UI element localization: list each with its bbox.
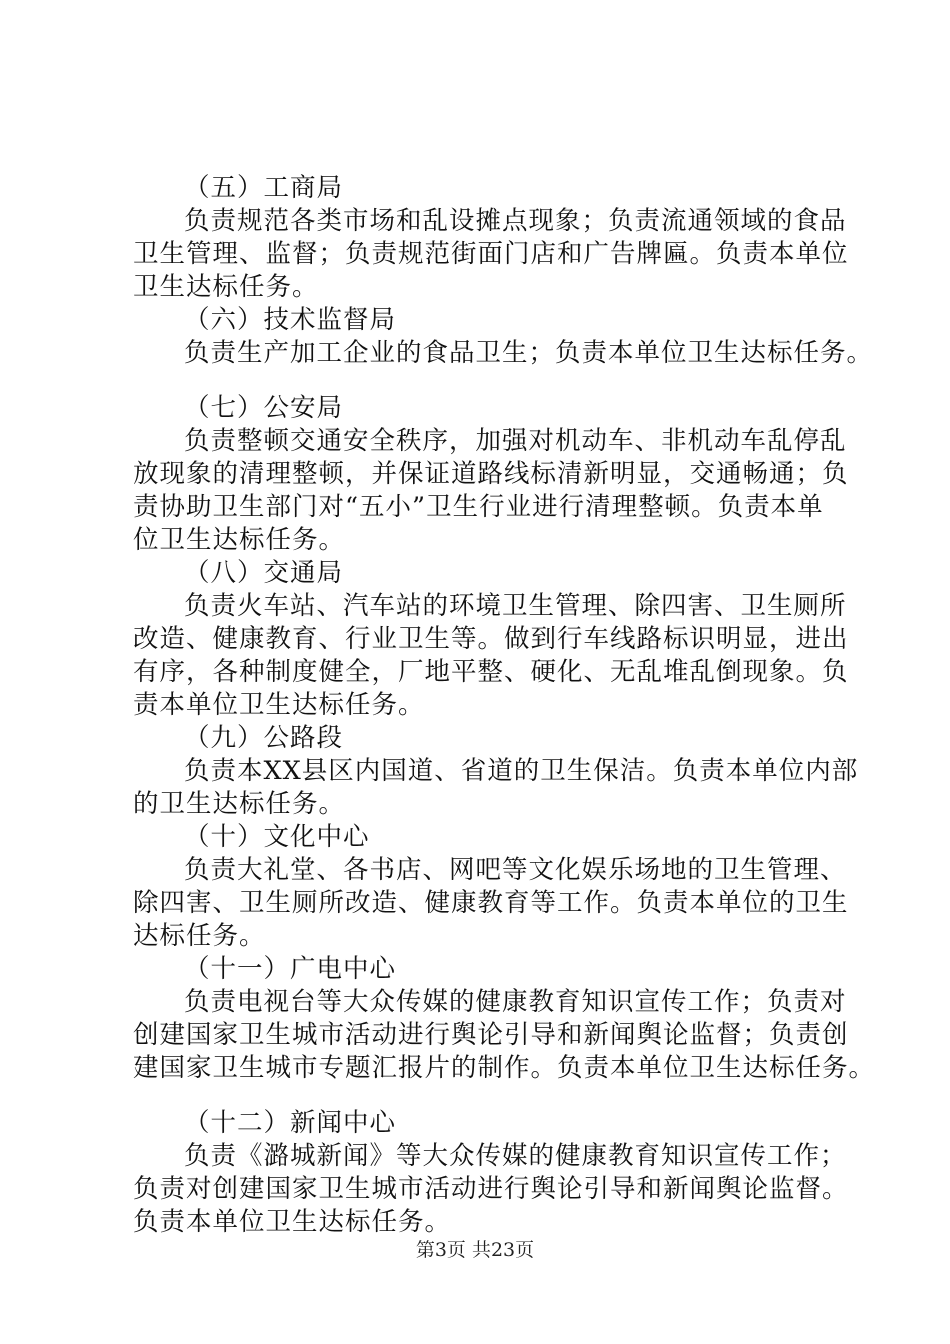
section-heading: （五）工商局 (184, 173, 344, 203)
paragraph-line: 责协助卫生部门对“五小”卫生行业进行清理整顿。负责本单 (133, 492, 824, 522)
section-gonglu (133, 722, 859, 821)
paragraph-spacer (133, 1085, 853, 1107)
paragraph-line: 建国家卫生城市专题汇报片的制作。负责本单位卫生达标任务。 (133, 1053, 876, 1083)
paragraph-line: 负责本XX县区内国道、省道的卫生保洁。负责本单位内部 (184, 756, 859, 786)
paragraph-line: 卫生管理、监督；负责规范街面门店和广告牌匾。负责本单位 (133, 239, 849, 269)
section-heading: （八）交通局 (184, 558, 344, 588)
paragraph-line: 负责整顿交通安全秩序，加强对机动车、非机动车乱停乱 (184, 426, 847, 456)
section-xinwen (133, 1107, 853, 1239)
section-heading: （十二）新闻中心 (184, 1108, 397, 1138)
paragraph-line: 负责大礼堂、各书店、网吧等文化娱乐场地的卫生管理、 (184, 855, 847, 885)
paragraph-line: 改造、健康教育、行业卫生等。做到行车线路标识明显，进出 (133, 624, 849, 654)
paragraph-line: 有序，各种制度健全，厂地平整、硬化、无乱堆乱倒现象。负 (133, 657, 849, 687)
document-body (133, 172, 876, 1239)
paragraph-line: 达标任务。 (133, 921, 266, 951)
section-jishujiandu (133, 304, 874, 370)
section-heading: （十）文化中心 (184, 822, 370, 852)
section-gongan (133, 392, 853, 557)
paragraph-line: 负责电视台等大众传媒的健康教育知识宣传工作；负责对 (184, 987, 847, 1017)
paragraph-line: 除四害、卫生厕所改造、健康教育等工作。负责本单位的卫生 (133, 888, 849, 918)
paragraph-line: 位卫生达标任务。 (133, 525, 346, 555)
section-jiaotong (133, 557, 853, 722)
paragraph-line: 负责火车站、汽车站的环境卫生管理、除四害、卫生厕所 (184, 591, 847, 621)
paragraph-line: 创建国家卫生城市活动进行舆论引导和新闻舆论监督；负责创 (133, 1020, 849, 1050)
paragraph-line: 卫生达标任务。 (133, 272, 319, 302)
paragraph-line: 的卫生达标任务。 (133, 789, 346, 819)
section-heading: （六）技术监督局 (184, 305, 397, 335)
section-gongshang (133, 172, 853, 304)
paragraph-line: 负责《潞城新闻》等大众传媒的健康教育知识宣传工作； (184, 1141, 847, 1171)
section-guangdian (133, 953, 876, 1085)
paragraph-line: 负责规范各类市场和乱设摊点现象；负责流通领域的食品 (184, 206, 847, 236)
section-heading: （七）公安局 (184, 393, 344, 423)
paragraph-spacer (133, 370, 853, 392)
section-wenhua (133, 821, 853, 953)
section-heading: （九）公路段 (184, 723, 344, 753)
page-number-footer: 第3页 共23页 (415, 1239, 535, 1261)
paragraph-line: 负责生产加工企业的食品卫生；负责本单位卫生达标任务。 (184, 338, 874, 368)
paragraph-line: 负责本单位卫生达标任务。 (133, 1207, 452, 1237)
paragraph-line: 负责对创建国家卫生城市活动进行舆论引导和新闻舆论监督。 (133, 1174, 849, 1204)
paragraph-line: 责本单位卫生达标任务。 (133, 690, 425, 720)
paragraph-line: 放现象的清理整顿，并保证道路线标清新明显，交通畅通；负 (133, 459, 849, 489)
section-heading: （十一）广电中心 (184, 954, 397, 984)
